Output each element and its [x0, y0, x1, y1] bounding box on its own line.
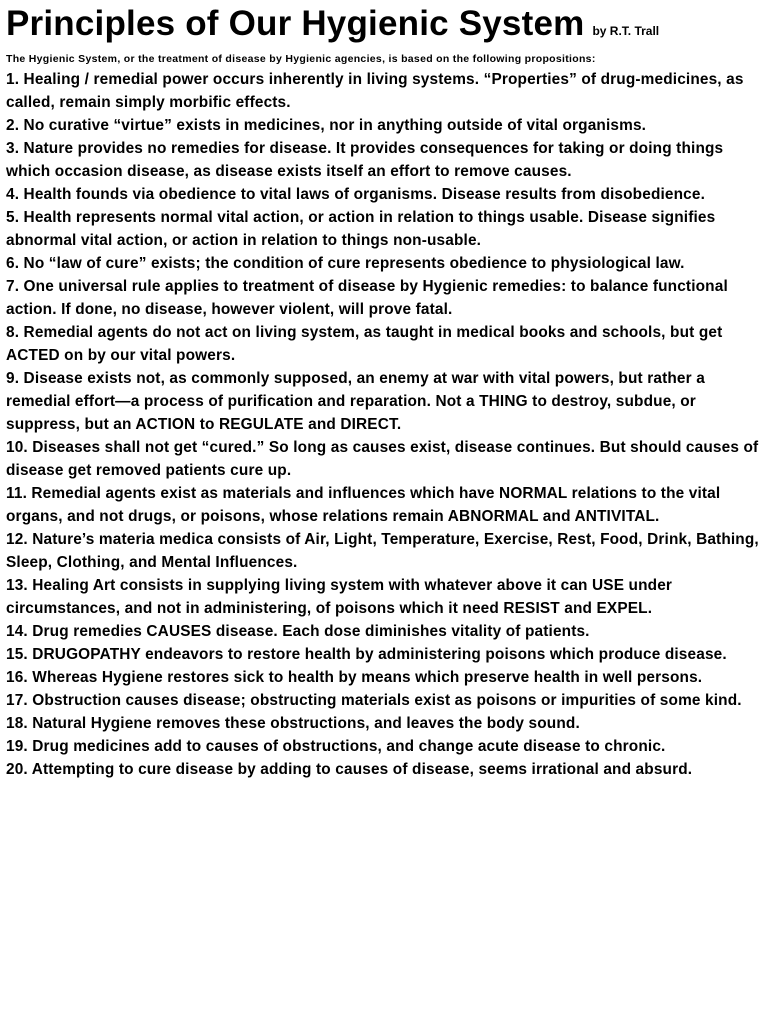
principle-item: 20. Attempting to cure disease by adding to causes of disease, seems irrational and absurd. — [6, 761, 693, 778]
document-title: Principles of Our Hygienic System — [6, 4, 585, 43]
principle-item: 18. Natural Hygiene removes these obstructions, and leaves the body sound. — [6, 715, 580, 732]
principle-item: 6. No “law of cure” exists; the condition of cure represents obedience to physiological law. — [6, 255, 685, 272]
principle-item: 8. Remedial agents do not act on living system, as taught in medical books and schools, but get ACTED on by our vital powers. — [6, 324, 723, 364]
principle-item: 12. Nature’s materia medica consists of Air, Light, Temperature, Exercise, Rest, Food, Drink, Bathing, Sleep, Clothing, and Mental Influences. — [6, 531, 759, 571]
author-byline: by R.T. Trall — [592, 24, 660, 38]
principle-item: 14. Drug remedies CAUSES disease. Each dose diminishes vitality of patients. — [6, 623, 590, 640]
principles-list — [6, 68, 760, 781]
principle-item: 17. Obstruction causes disease; obstructing materials exist as poisons or impurities of some kind. — [6, 692, 742, 709]
principle-item: 16. Whereas Hygiene restores sick to health by means which preserve health in well persons. — [6, 669, 703, 686]
principle-item: 5. Health represents normal vital action, or action in relation to things usable. Disease signifies abnormal vital action, or action in relation to things non-usable. — [6, 209, 716, 249]
principle-item: 3. Nature provides no remedies for disease. It provides consequences for taking or doing things which occasion disease, as disease exists itself an effort to remove causes. — [6, 140, 724, 180]
principle-item: 7. One universal rule applies to treatment of disease by Hygienic remedies: to balance functional action. If done, no disease, however violent, will prove fatal. — [6, 278, 728, 318]
principle-item: 19. Drug medicines add to causes of obstructions, and change acute disease to chronic. — [6, 738, 666, 755]
principle-item: 15. DRUGOPATHY endeavors to restore health by administering poisons which produce disease. — [6, 646, 727, 663]
principle-item: 1. Healing / remedial power occurs inherently in living systems. “Properties” of drug-medicines, as called, remain simply morbific effects. — [6, 71, 744, 111]
title-row — [6, 4, 760, 44]
principle-item: 2. No curative “virtue” exists in medicines, nor in anything outside of vital organisms. — [6, 117, 647, 134]
intro-text: The Hygienic System, or the treatment of disease by Hygienic agencies, is based on the following propositions: — [6, 53, 596, 65]
principle-item: 11. Remedial agents exist as materials and influences which have NORMAL relations to the vital organs, and not drugs, or poisons, whose relations remain ABNORMAL and ANTIVITAL. — [6, 485, 721, 525]
principle-item: 13. Healing Art consists in supplying living system with whatever above it can USE under circumstances, and not in administering, of poisons which it need RESIST and EXPEL. — [6, 577, 673, 617]
principle-item: 9. Disease exists not, as commonly supposed, an enemy at war with vital powers, but rather a remedial effort—a process of purification and reparation. Not a THING to destroy, subdue, or suppress, but an ACTION to REGULATE and DIRECT. — [6, 370, 705, 433]
principle-item: 4. Health founds via obedience to vital laws of organisms. Disease results from disobedience. — [6, 186, 706, 203]
principle-item: 10. Diseases shall not get “cured.” So long as causes exist, disease continues. But should causes of disease get removed patients cure up. — [6, 439, 759, 479]
